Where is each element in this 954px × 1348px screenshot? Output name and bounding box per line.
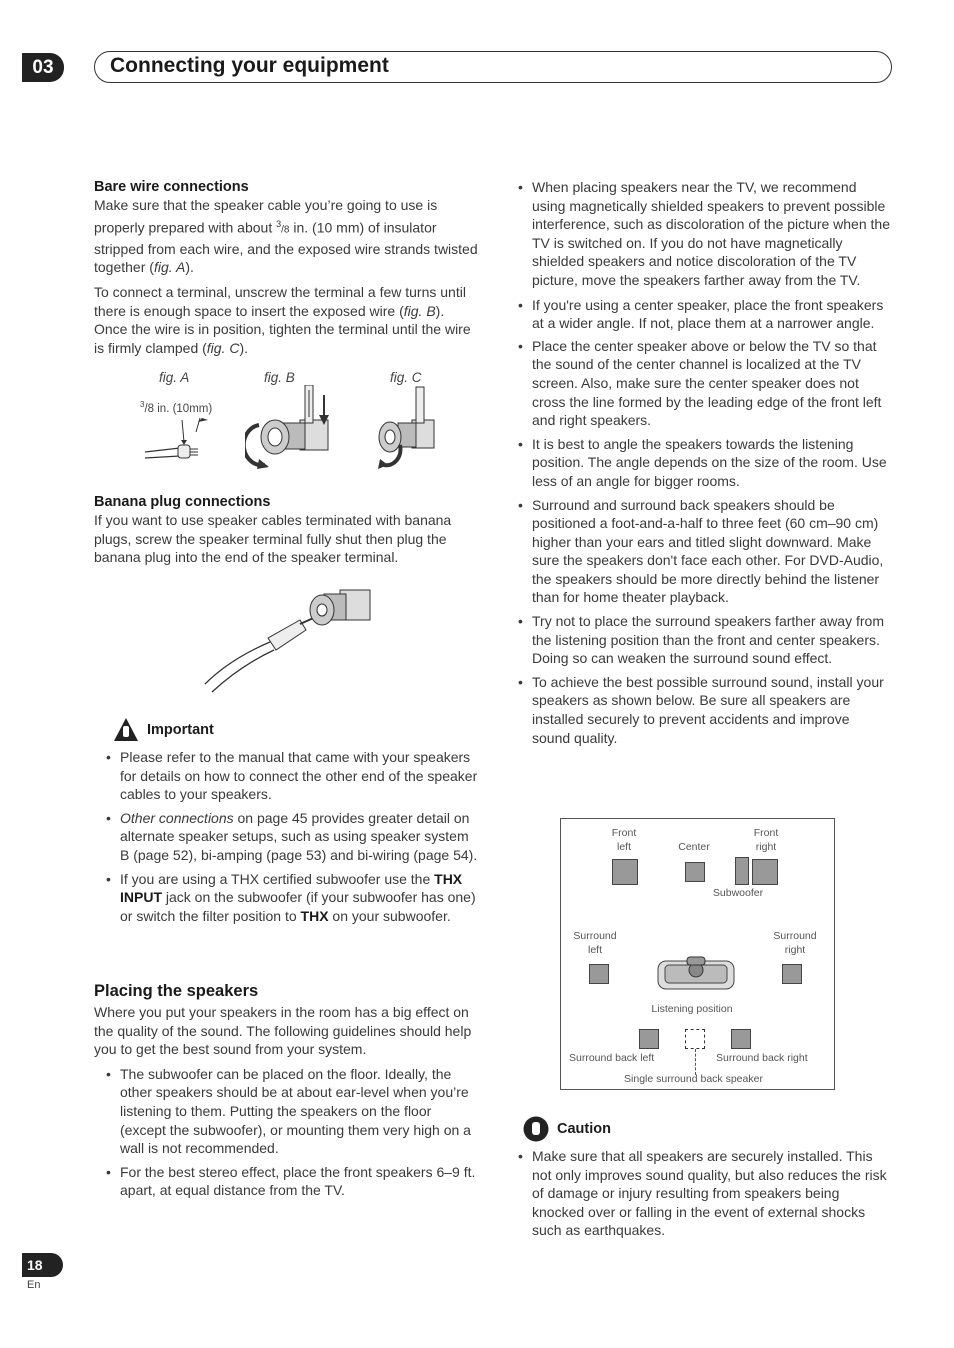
bare-wire-paragraph-1: Make sure that the speaker cable you’re going to use is properly prepared with about $^3$/8 in. (10 mm) of insulator stripped from each wire, and the exposed wire strands twisted together (fig. A). <box>94 197 478 276</box>
front-right-speaker <box>752 859 778 885</box>
banana-plug-text: If you want to use speaker cables terminated with banana plugs, screw the speaker terminal fully shut then plug the banana plug into the end of the speaker terminal. <box>94 512 452 566</box>
caution-list <box>514 1147 890 1240</box>
surround-back-right-label: Surround back right <box>716 1052 808 1064</box>
front-right-label: Front right <box>753 827 779 853</box>
front-left-speaker <box>612 859 638 885</box>
listening-position-label: Listening position <box>651 1003 733 1015</box>
fig-c-terminal-illustration <box>372 385 442 473</box>
center-speaker <box>685 862 705 882</box>
bare-wire-heading: Bare wire connections <box>94 179 249 195</box>
list-item: • Please refer to the manual that came with your speakers for details on how to connect the other end of the speaker cables to your speakers. <box>94 748 478 804</box>
placing-list <box>94 1065 478 1200</box>
warning-hand-icon <box>113 717 139 743</box>
sofa-icon <box>657 955 735 995</box>
list-item: • Surround and surround back speakers should be positioned a foot-and-a-half to three feet (60 cm–90 cm) higher than your ears and titled slight downward. Make sure the speakers don't face each other. For DVD-Audio, the speakers should be more directly behind the listener than for home theater playback. <box>514 496 890 608</box>
surround-left-speaker <box>589 964 609 984</box>
bare-wire-paragraph-2: To connect a terminal, unscrew the terminal a few turns until there is enough space to insert the exposed wire (fig. B). Once the wire is in position, tighten the terminal until the wire is firmly clamped (fig. C). <box>94 284 471 356</box>
chapter-number: 03 <box>22 53 64 82</box>
surround-right-speaker <box>782 964 802 984</box>
banana-plug-section <box>94 494 478 567</box>
list-item: • Other connections on page 45 provides greater detail on alternate speaker setups, such as using speaker system B (page 52), bi-amping (page 53) and bi-wiring (page 54). <box>94 809 478 865</box>
fig-a-wire-illustration <box>140 412 210 467</box>
banana-plug-illustration <box>200 584 375 696</box>
placing-heading: Placing the speakers <box>94 982 259 1000</box>
banana-plug-heading: Banana plug connections <box>94 494 271 510</box>
important-list <box>94 748 478 925</box>
surround-back-right-speaker <box>731 1029 751 1049</box>
caution-heading: Caution <box>557 1121 611 1137</box>
single-surround-back-pointer <box>695 1049 696 1075</box>
page-title-bar <box>94 51 892 83</box>
list-item: • If you're using a center speaker, place the front speakers at a wider angle. If not, place them at a narrower angle. <box>514 296 890 333</box>
front-left-label: Front left <box>611 827 637 853</box>
list-item: • Place the center speaker above or below the TV so that the sound of the center channel is localized at the TV screen. Also, make sure the center speaker does not cross the line formed by the leading edge of the front left and right speakers. <box>514 337 890 430</box>
list-item: • The subwoofer can be placed on the floor. Ideally, the other speakers should be at about ear-level when you’re listening to them. Putting the speakers on the floor (except the subwoofer), or mounting them very high on a wall is not recommended. <box>94 1065 478 1158</box>
single-surround-back-speaker <box>685 1029 705 1049</box>
surround-back-left-label: Surround back left <box>569 1052 655 1064</box>
surround-right-label: Surround right <box>773 930 817 956</box>
center-label: Center <box>678 841 710 853</box>
speaker-layout-diagram <box>560 818 835 1090</box>
placement-guidelines-list <box>514 178 890 747</box>
fig-a-measure: $^3$/8 in. (10mm) <box>140 400 213 415</box>
caution-heading-row <box>523 1116 611 1142</box>
list-item: • When placing speakers near the TV, we recommend using magnetically shielded speakers to prevent possible interference, such as discoloration of the picture when the TV is switched on. If you do not have magnetically shielded speakers and notice discoloration of the TV picture, move the speakers farther away from the TV. <box>514 178 890 290</box>
list-item: • If you are using a THX certified subwoofer use the THX INPUT jack on the subwoofer (if your subwoofer has one) or switch the filter position to THX on your subwoofer. <box>94 870 478 926</box>
surround-left-label: Surround left <box>573 930 617 956</box>
fig-a-label: fig. A <box>159 370 190 385</box>
placing-intro: Where you put your speakers in the room has a big effect on the quality of the sound. The following guidelines should help you to get the best sound from your system. <box>94 1004 472 1058</box>
surround-back-left-speaker <box>639 1029 659 1049</box>
important-heading: Important <box>147 722 214 738</box>
caution-hand-icon <box>523 1116 549 1142</box>
bare-wire-section <box>94 179 478 357</box>
fig-c-label: fig. C <box>390 370 422 385</box>
placing-section <box>94 982 478 1200</box>
page-title: Connecting your equipment <box>110 54 389 77</box>
important-heading-row <box>113 717 214 743</box>
list-item: • Try not to place the surround speakers farther away from the listening position than the front and center speakers. Doing so can weaken the surround sound effect. <box>514 612 890 668</box>
language-code: En <box>27 1279 41 1291</box>
list-item: • For the best stereo effect, place the front speakers 6–9 ft. apart, at equal distance from the TV. <box>94 1163 478 1200</box>
list-item: • To achieve the best possible surround sound, install your speakers as shown below. Be sure all speakers are installed securely to prevent accidents and improve sound quality. <box>514 673 890 747</box>
fig-b-label: fig. B <box>264 370 295 385</box>
single-surround-back-label: Single surround back speaker <box>624 1073 763 1085</box>
list-item: • Make sure that all speakers are securely installed. This not only improves sound quality, but also reduces the risk of damage or injury resulting from speakers being knocked over or falling in the event of external shocks such as earthquakes. <box>514 1147 890 1240</box>
list-item: • It is best to angle the speakers towards the listening position. The angle depends on the size of the room. Use less of an angle for bigger rooms. <box>514 435 890 491</box>
page-number: 18 <box>22 1253 63 1277</box>
fig-b-terminal-illustration <box>245 385 335 473</box>
subwoofer-speaker <box>735 857 749 885</box>
subwoofer-label: Subwoofer <box>712 887 764 899</box>
